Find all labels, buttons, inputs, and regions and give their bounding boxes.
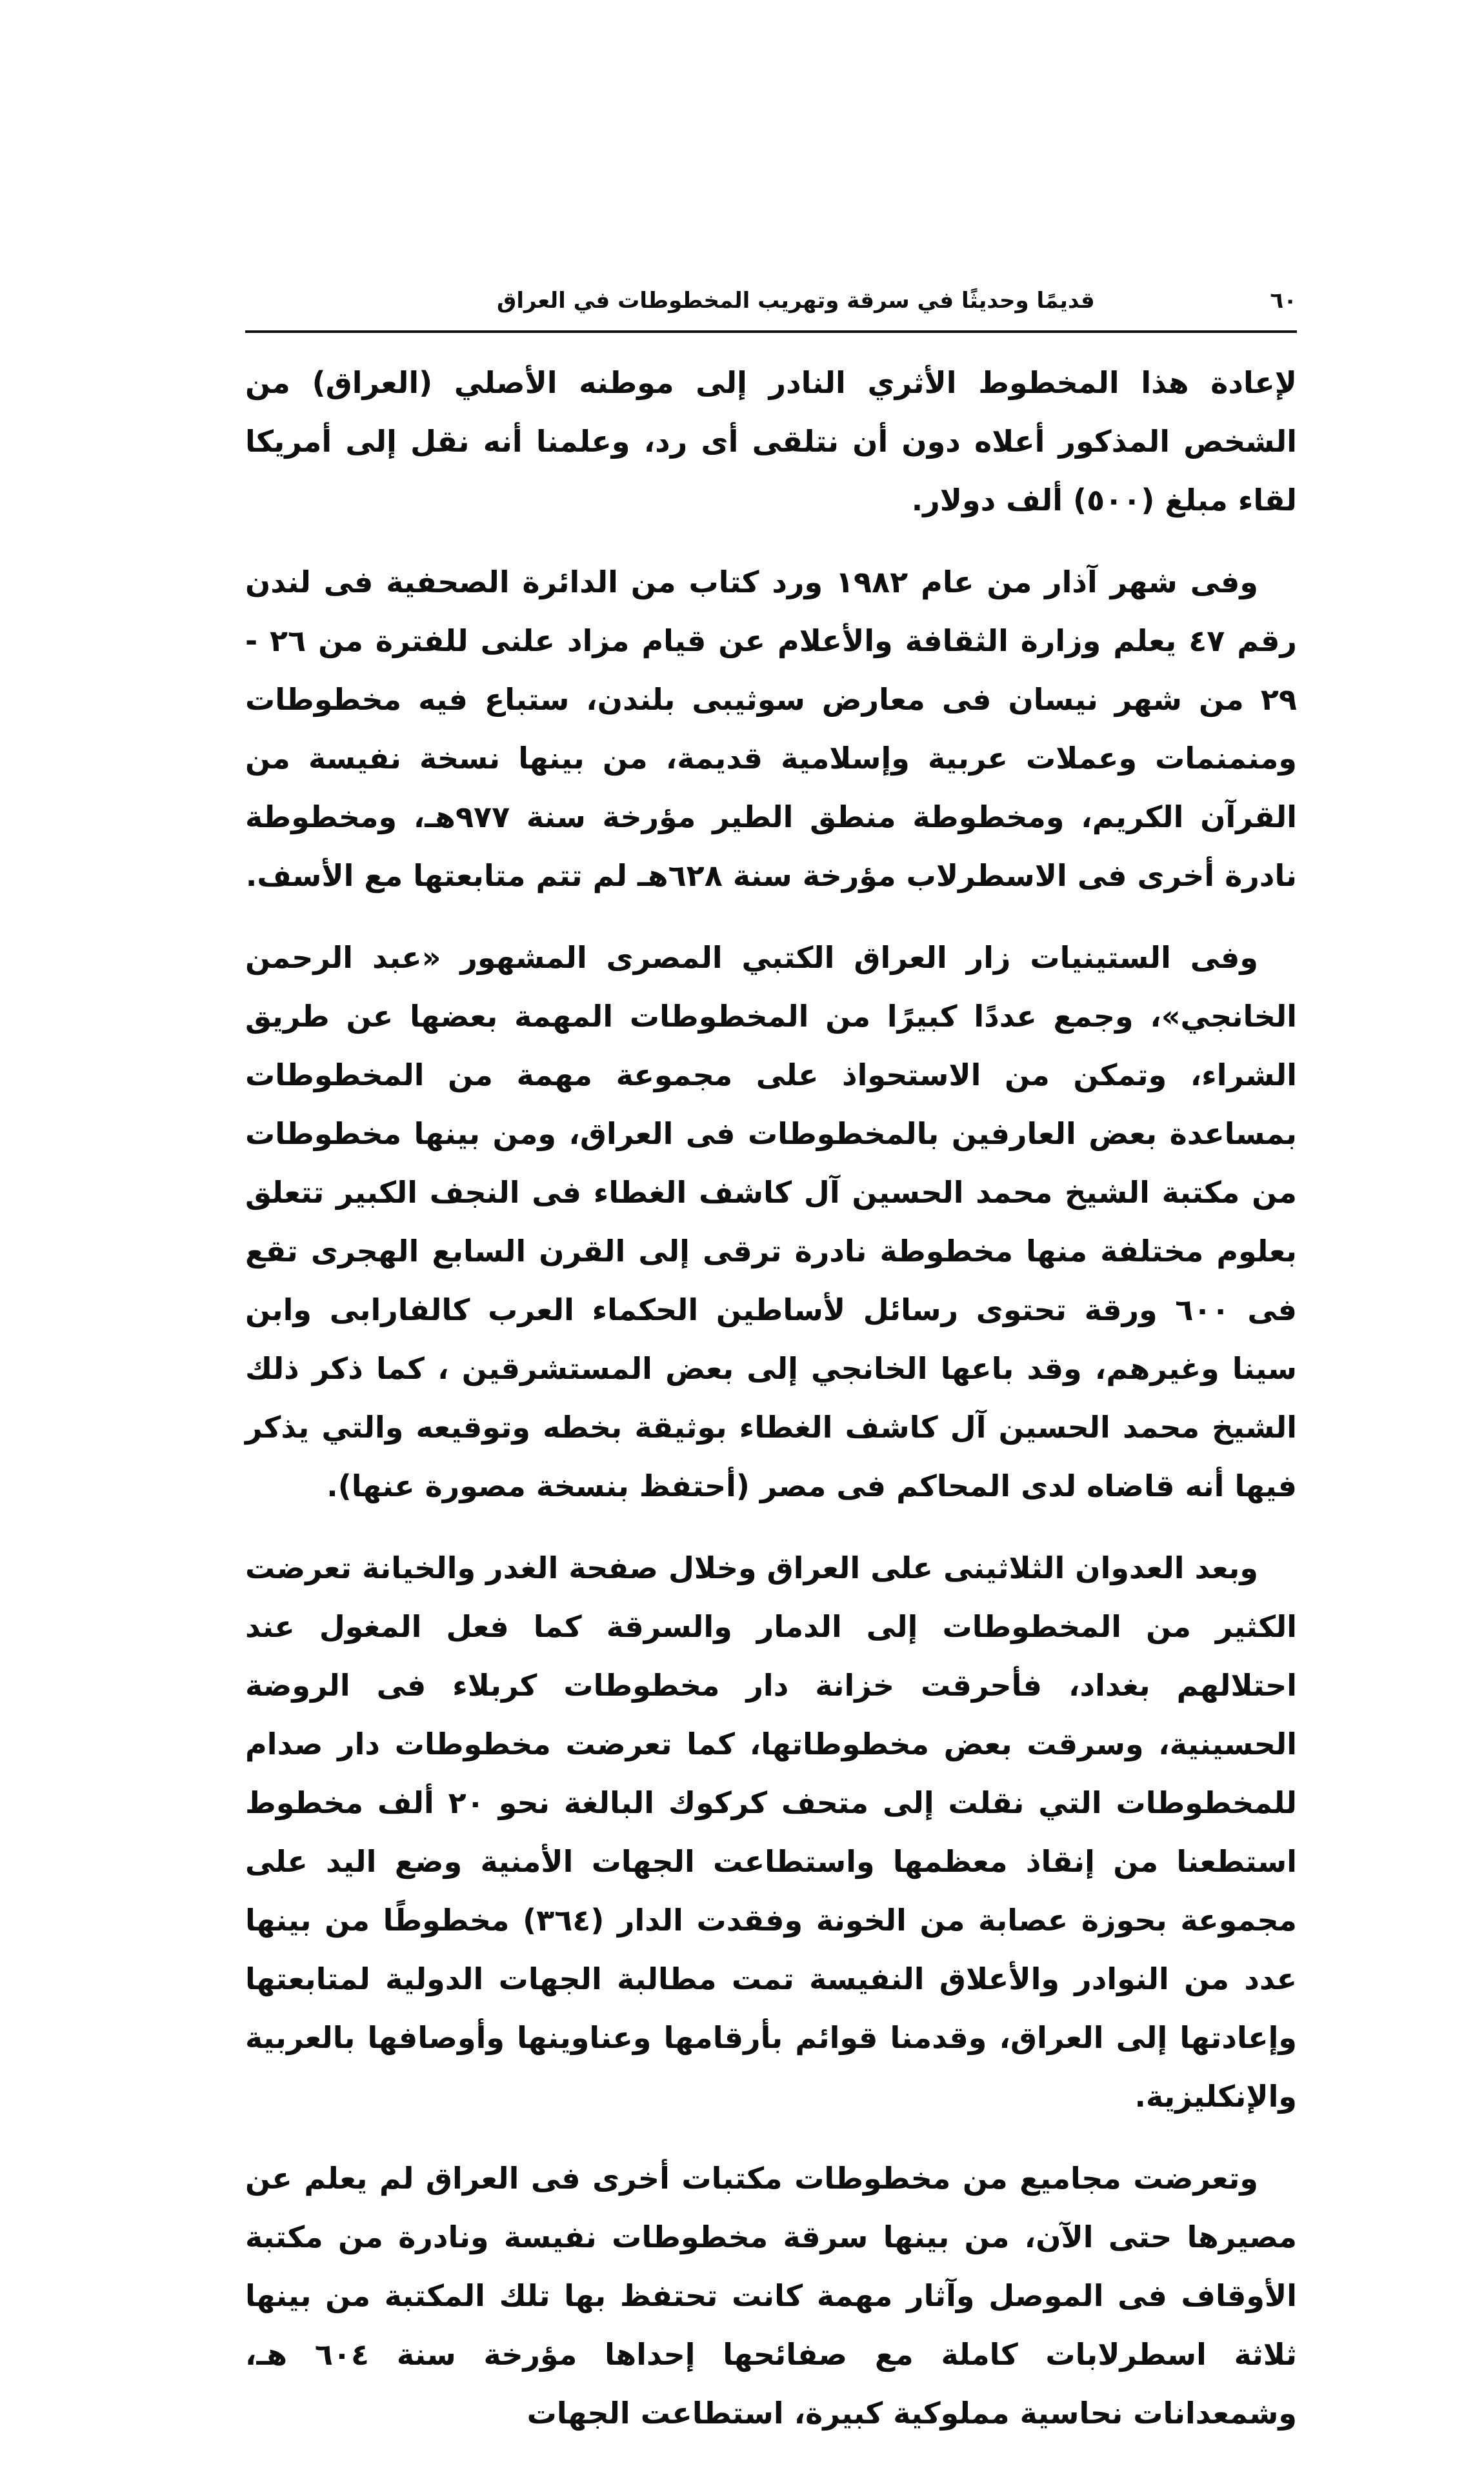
paragraph-5: وتعرضت مجاميع من مخطوطات مكتبات أخرى فى العراق لم يعلم عن مصيرها حتى الآن، من بينها سرقة مخطوطات نفيسة ونادرة من مكتبة الأوقاف فى الموصل وآثار مهمة كانت تحتفظ بها تلك المكتبة من بينها ثلاثة اسطرلابات كاملة مع صفائحها إحداها مؤرخة سنة ٦٠٤ هـ، وشمعدانات نحاسية مملوكية كبيرة، استطاعت الجهات bbox=[245, 2161, 1297, 2431]
page-number: ٦٠ bbox=[1270, 288, 1297, 314]
header-rule bbox=[245, 330, 1297, 333]
body-text bbox=[245, 354, 1297, 2466]
paragraph-3: وفى الستينيات زار العراق الكتبي المصرى المشهور «عبد الرحمن الخانجي»، وجمع عددًا كبيرًا من المخطوطات المهمة بعضها عن طريق الشراء، وتمكن من الاستحواذ على مجموعة مهمة من المخطوطات بمساعدة بعض العارفين بالمخطوطات فى العراق، ومن بينها مخطوطات من مكتبة الشيخ محمد الحسين آل كاشف الغطاء فى النجف الكبير تتعلق بعلوم مختلفة منها مخطوطة نادرة ترقى إلى القرن السابع الهجرى تقع فى ٦٠٠ ورقة تحتوى رسائل لأساطين الحكماء العرب كالفارابى وابن سينا وغيرهم، وقد باعها الخانجي إلى بعض المستشرقين ، كما ذكر ذلك الشيخ محمد الحسين آل كاشف الغطاء بوثيقة بخطه وتوقيعه والتي يذكر فيها أنه قاضاه لدى المحاكم فى مصر (أحتفظ بنسخة مصورة عنها). bbox=[245, 940, 1297, 1503]
paragraph-1: لإعادة هذا المخطوط الأثري النادر إلى موطنه الأصلي (العراق) من الشخص المذكور أعلاه دون أن نتلقى أى رد، وعلمنا أنه نقل إلى أمريكا لقاء مبلغ (٥٠٠) ألف دولار. bbox=[245, 365, 1297, 517]
paragraph-2: وفى شهر آذار من عام ١٩٨٢ ورد كتاب من الدائرة الصحفية فى لندن رقم ٤٧ يعلم وزارة الثقافة والأعلام عن قيام مزاد علنى للفترة من ٢٦ - ٢٩ من شهر نيسان فى معارض سوثيبى بلندن، ستباع فيه مخطوطات ومنمنمات وعملات عربية وإسلامية قديمة، من بينها نسخة نفيسة من القرآن الكريم، ومخطوطة منطق الطير مؤرخة سنة ٩٧٧هـ، ومخطوطة نادرة أخرى فى الاسطرلاب مؤرخة سنة ٦٢٨هـ لم تتم متابعتها مع الأسف. bbox=[245, 565, 1297, 893]
paragraph-4: وبعد العدوان الثلاثينى على العراق وخلال صفحة الغدر والخيانة تعرضت الكثير من المخطوطات إلى الدمار والسرقة كما فعل المغول عند احتلالهم بغداد، فأحرقت خزانة دار مخطوطات كربلاء فى الروضة الحسينية، وسرقت بعض مخطوطاتها، كما تعرضت مخطوطات دار صدام للمخطوطات التي نقلت إلى متحف كركوك البالغة نحو ٢٠ ألف مخطوط استطعنا من إنقاذ معظمها واستطاعت الجهات الأمنية وضع اليد على مجموعة بحوزة عصابة من الخونة وفقدت الدار (٣٦٤) مخطوطًا من بينها عدد من النوادر والأعلاق النفيسة تمت مطالبة الجهات الدولية لمتابعتها وإعادتها إلى العراق، وقدمنا قوائم بأرقامها وعناوينها وأوصافها بالعربية والإنكليزية. bbox=[245, 1550, 1298, 2114]
header-title: قديمًا وحديثًا في سرقة وتهريب المخطوطات في العراق bbox=[497, 288, 1095, 314]
running-header bbox=[245, 276, 1297, 328]
